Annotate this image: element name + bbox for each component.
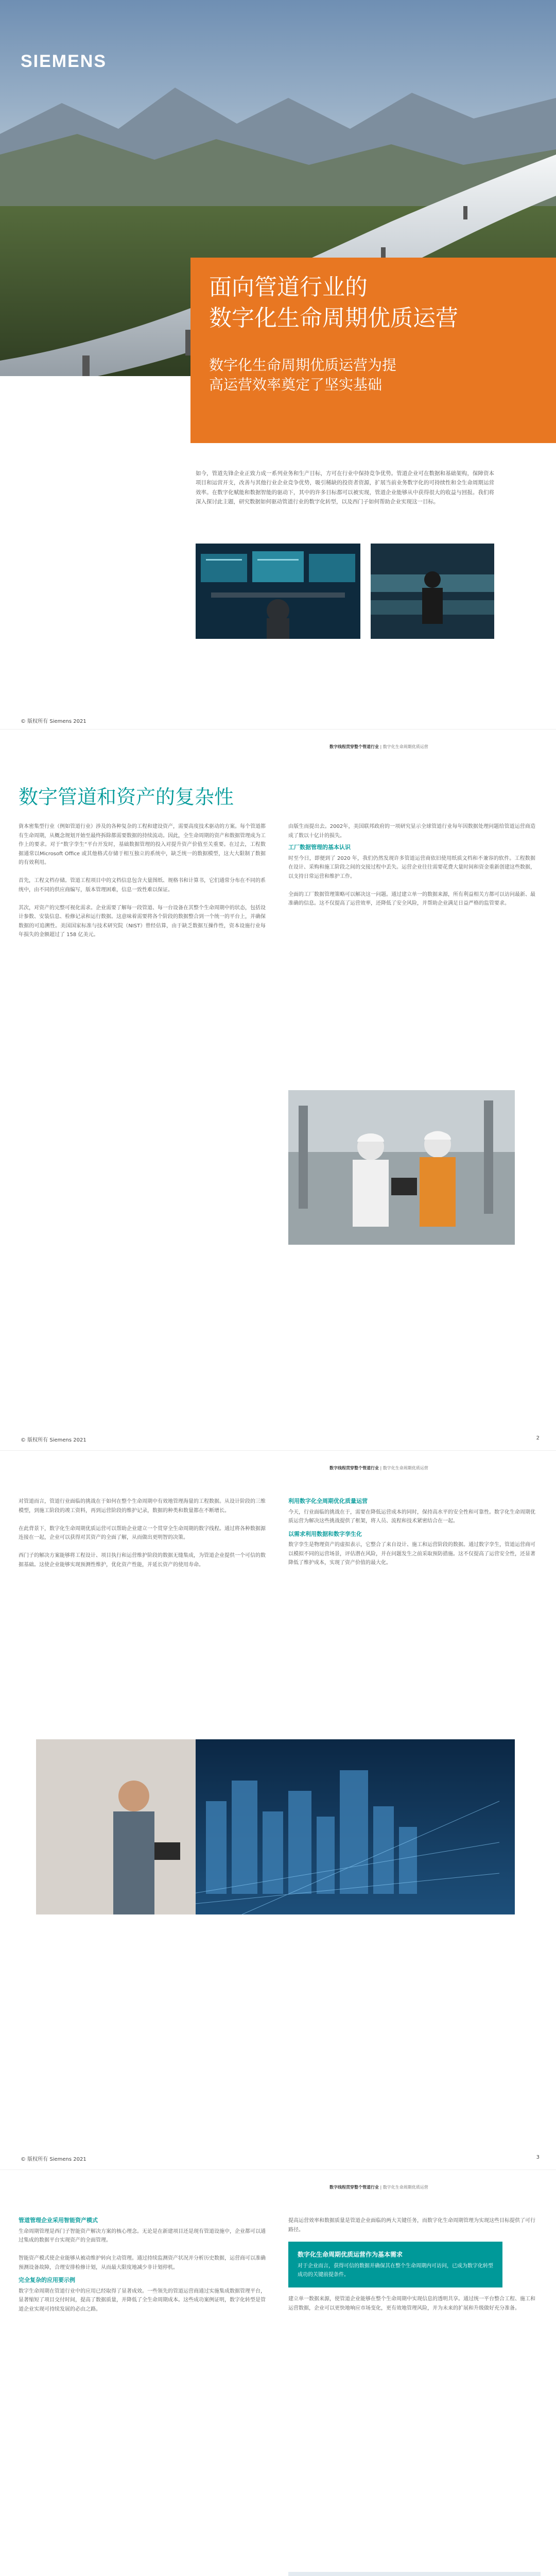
- column-1-text: 生命周期管理是西门子智能资产解决方案的核心理念。无论是在新建项目还是现有管道设施中，企业都可以通过集成的数据平台实现资产的全面管理。 智能资产模式使企业能够从被动维护转向主动管理。通过持续监测资产状况并分析历史数据，运营商可以准确预测设备故障，合理安排检修计划，从而最大限度地减少非计划停机。: [19, 2228, 266, 2270]
- body-column-2-p4: [288, 2216, 535, 2313]
- subhead-plant-data: 工厂数据管理的基本认识: [288, 844, 351, 851]
- body-column-1-p4: [19, 2216, 266, 2314]
- page-title-line-1: 面向管道行业的: [209, 274, 368, 300]
- running-header-sub-4: 数字化生命周期优质运营: [383, 2185, 428, 2190]
- column-2-text-a-p4: 提高运营效率和数据质量是管道企业面临的两大关键任务，而数字化生命周期管理为实现这些目标提供了可行路径。: [288, 2218, 535, 2233]
- body-column-2: [288, 822, 535, 908]
- body-column-1: 資本密集型行业（例如管道行业）涉及的各种复杂的工程和建设资产，需要高度技术驱动的方案。每个管道都有生命周期，从概念规划开始至最终拆除都需要数据的持续流动。因此，全生命周期的资产和数据管理成为工作上的要求。对于“数字孪生”平台开发时，基础数据管理的投入对提升资产价值至关重要。在过去，工程数据通常以Microsoft Office 或其他格式存储于相互独立的系统中，缺乏统一的数据模型，这大大限制了数据的有效利用。 首先，工程文档存储。管道工程项目中的文档信息包含大量图纸、规格书和计算书，它们通常分布在不同的系统中，由不同的供应商编写，版本管理困难，信息一致性难以保证。 其次，对资产的完整可视化需求。企业需要了解每一段管道、每一台设备在其整个生命周期中的状态，包括设计参数、安装信息、检修记录和运行数据。这意味着需要将各个阶段的数据整合到一个统一的平台上，并确保数据的可追溯性。美国国家标准与技术研究院（NIST）曾经估算，由于缺乏数据互操作性，资本设施行业每年损失的金额超过了 158 亿美元。: [19, 824, 266, 938]
- column-2-intro: 由版生而提出去。2002年，美国联邦政府的一项研究显示全球管道行业每年因数据处理问题给管道运营商造成了数以十亿计的损失。: [288, 824, 535, 839]
- digital-twin-city-photo: [36, 1739, 515, 1914]
- running-header-sub: 数字化生命周期优质运营: [383, 744, 428, 749]
- running-header-title: 数字线程贯穿整个管道行业: [329, 744, 379, 749]
- column-2-text-a: 今天，行业面临的挑战在于，需要在降低运营成本的同时，保持高水平的安全性和可靠性。数字化生命周期优质运营为解决这些挑战提供了框架，将人员、流程和技术紧密结合在一起。: [288, 1509, 535, 1524]
- callout-title: 数字化生命周期优质运营作为基本需求: [298, 2251, 403, 2258]
- subhead-applications: 完全复杂的应用要示例: [19, 2277, 75, 2283]
- page-subtitle: 数字化生命周期优质运营为提高运营效率奠定了坚实基础: [209, 357, 397, 393]
- running-header-title-4: 数字线程贯穿整个管道行业: [329, 2185, 379, 2190]
- pipeline-engineer-photo: [371, 544, 494, 639]
- running-header-sub-3: 数字化生命周期优质运营: [383, 1466, 428, 1470]
- subhead-digital-twin: 以需求利用数据和数字孪生化: [288, 1530, 362, 1537]
- column-2-text-b-p4: 建立单一数据来源，使管道企业能够在整个生命周期中实现信息的透明共享。通过统一平台整合工程、施工和运营数据，企业可以更快地响应市场变化，更有效地管理风险，并为未来的扩展和升级做好充分准备。: [288, 2296, 535, 2311]
- column-2-body: 时至今日，即便到了 2020 年，我们仍然发现许多管道运营商依旧使用纸质文档和不兼容的软件。工程数据在设计、采购和施工阶段之间的交接过程中丢失。运营企业往往需要花费大量时间和资金重新创建这些数据，以支持日常运营和维护工作。 全面的工厂数据管理策略可以解决这一问题。通过建立单一的数据来源，所有利益相关方都可以访问最新、最准确的信息。这不仅提高了运营效率，还降低了安全风险，并帮助企业满足日益严格的监管要求。: [288, 855, 535, 906]
- running-header: 数字线程贯穿整个管道行业 | 数字化生命周期优质运营: [329, 744, 428, 749]
- section-heading: 数字管道和资产的复杂性: [19, 786, 234, 808]
- intro-paragraph: 如今，管道先锋企业正致力成一系列业务和生产目标，方可在行业中保持竞争优势。管道企业可在数据和基础架构，保障资本项目和运营开支，改善与其他行业企业竞争优势，吸引稀缺的投资者资源，扩展当前业务数字化的可持续性和全生命周期运营效率。在数字化赋能和数据智能的驱动下，其中的许多目标都可以被实现，管道企业能够从中获得很大的收益与回报。我们将深入探讨此主题，研究数据如何驱动管道行业的数字化转型，以及西门子如何帮助企业实现这一目标。: [196, 470, 494, 505]
- page-1: [0, 0, 556, 730]
- siemens-logo: SIEMENS: [21, 52, 107, 71]
- title-box: [190, 258, 556, 443]
- engineers-with-tablet-photo: [288, 1090, 515, 1245]
- callout-text: 对于企业而言，获得可信的数据并确保其在整个生命周期内可访问，已成为数字化转型成功的关键前提条件。: [298, 2263, 493, 2278]
- page-number-2: 2: [536, 1435, 540, 1441]
- control-room-photo: [196, 544, 360, 639]
- body-column-2-p3: [288, 1497, 535, 1568]
- storage-tanks-photo: [288, 2572, 541, 2576]
- running-header-title-3: 数字线程贯穿整个管道行业: [329, 1466, 379, 1470]
- page-4: [0, 2170, 556, 2576]
- copyright-footer: © 版权所有 Siemens 2021: [21, 719, 86, 724]
- page-number-3: 3: [536, 2155, 540, 2160]
- running-header-3: 数字线程贯穿整个管道行业 | 数字化生命周期优质运营: [329, 1466, 428, 1470]
- body-column-1-p3: 对管道而言，管道行业面临的挑战在于如何在整个生命周期中有效地管理海量的工程数据。从设计阶段的三维模型，到施工阶段的竣工资料，再到运营阶段的维护记录，数据的种类和数量都在不断增长。 在此背景下，数字化生命周期优质运营可以帮助企业建立一个贯穿全生命周期的数字线程。通过将各种数据源连接在一起，企业可以获得对其资产的全面了解，从而做出更明智的决策。 西门子的解决方案能够将工程设计、项目执行和运营维护阶段的数据无缝集成，为管道企业提供一个可信的数据基础。这使企业能够实现预测性维护，优化资产性能，并延长资产的使用寿命。: [19, 1499, 266, 1568]
- copyright-footer-3: © 版权所有 Siemens 2021: [21, 2157, 86, 2162]
- callout-box: [288, 2242, 502, 2287]
- page-2: [0, 730, 556, 1451]
- page-title-line-2: 数字化生命周期优质运营: [209, 305, 458, 331]
- subhead-smart-asset: 管道管理企业采用智能资产模式: [19, 2217, 98, 2224]
- copyright-footer-2: © 版权所有 Siemens 2021: [21, 1437, 86, 1443]
- running-header-4: 数字线程贯穿整个管道行业 | 数字化生命周期优质运营: [329, 2185, 428, 2190]
- column-1-text-b: 数字生命周期在管道行业中的应用已经取得了显著成效。一些领先的管道运营商通过实施集成数据管理平台，显著缩短了项目交付时间，提高了数据质量，并降低了全生命周期成本。这些成功案例证明，数字化转型是管道企业实现可持续发展的必由之路。: [19, 2288, 266, 2312]
- subhead-digital-lifecycle: 利用数字化全周期优化质量运营: [288, 1498, 368, 1504]
- column-2-text-b: 数字孪生是物理资产的虚拟表示，它整合了来自设计、施工和运营阶段的数据。通过数字孪生，管道运营商可以模拟不同的运营场景，评估潜在风险，并在问题发生之前采取预防措施。这不仅提高了运营安全性，还显著降低了维护成本，实现了资产价值的最大化。: [288, 1542, 535, 1566]
- page-3: [0, 1451, 556, 2170]
